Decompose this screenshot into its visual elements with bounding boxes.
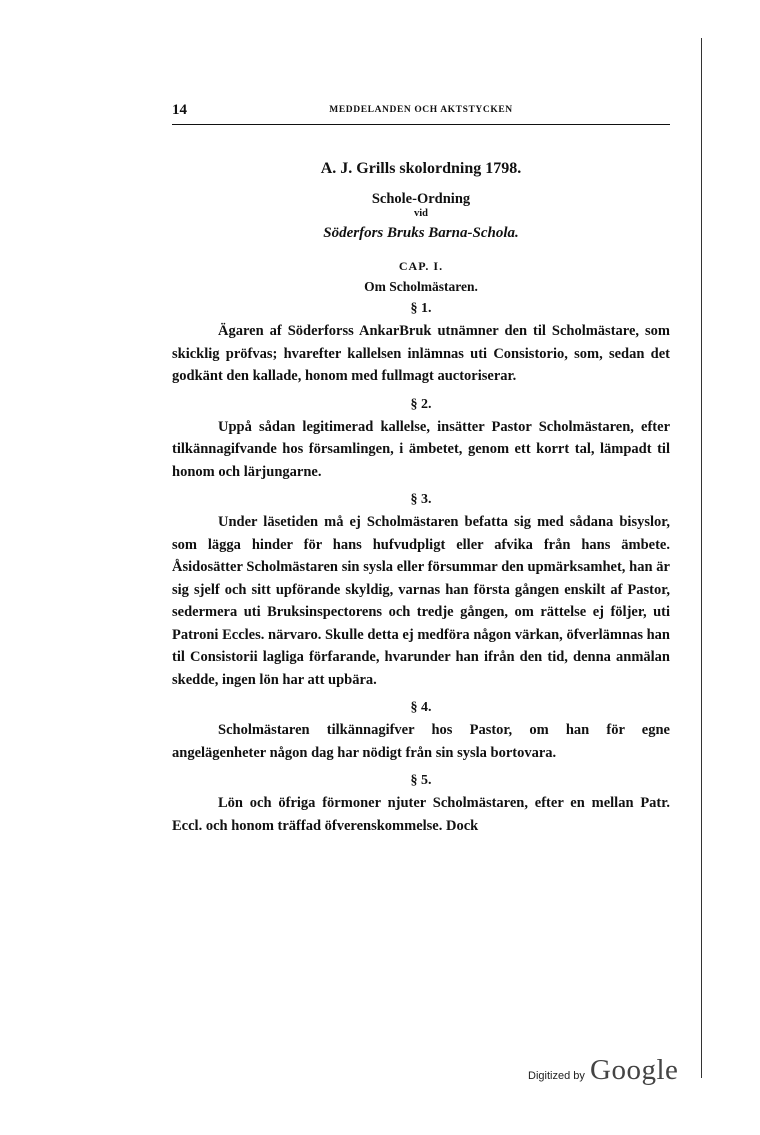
section-5: [172, 773, 670, 837]
chapter-title: Om Scholmästaren.: [364, 279, 478, 294]
page-number: 14: [172, 102, 187, 118]
section-3: [172, 492, 670, 691]
section-mark: § 1.: [410, 301, 432, 316]
section-text: Uppå sådan legitimerad kallelse, insätter Pastor Scholmästaren, efter tilkännagifvande hos församlingen, i ämbetet, genom ett korrt tal, lämpadt til honom och lärjungarne.: [172, 418, 670, 480]
page-body: [172, 160, 670, 846]
section-1: [172, 301, 670, 388]
section-text: Scholmästaren tilkännagifver hos Pastor, om han för egne angelägenheter någon dag har nödigt från sin sysla bortovara.: [172, 722, 670, 761]
section-2: [172, 397, 670, 484]
section-4: [172, 700, 670, 764]
digitized-brand-logo: Google: [590, 1054, 679, 1086]
digitized-label: Digitized by: [528, 1070, 585, 1082]
section-text: Ägaren af Söderforss AnkarBruk utnämner den til Scholmästare, som skicklig pröfvas; hvarefter kallelsen inlämnas uti Consistorio, som, sedan det godkänt den kallade, honom med fullmagt auctoriserar.: [172, 323, 670, 384]
section-text: Lön och öfriga förmoner njuter Scholmästaren, efter en mellan Patr. Eccl. och honom träffad öfverenskommelse. Dock: [172, 795, 670, 834]
running-title: MEDDELANDEN OCH AKTSTYCKEN: [329, 105, 513, 115]
section-mark: § 3.: [410, 492, 432, 507]
digitized-watermark: [528, 1056, 688, 1088]
chapter-label: CAP. I.: [398, 259, 444, 273]
section-mark: § 2.: [410, 396, 432, 412]
subtitle-connector: vid: [413, 208, 428, 219]
document-subtitle: Schole-Ordning: [371, 191, 471, 207]
document-title: A. J. Grills skolordning 1798.: [320, 160, 522, 177]
page-edge-line: [701, 38, 702, 1078]
school-name: Söderfors Bruks Barna-Schola.: [323, 225, 519, 241]
page-header: [172, 102, 670, 125]
section-mark: § 5.: [410, 773, 432, 788]
section-text: Under läsetiden må ej Scholmästaren befatta sig med sådana bisyslor, som lägga hinder för hans hufvudpligt eller afvika från hans ämbete. Åsidosätter Scholmästaren sin sysla eller försummar den upmärksamhet, han är sig sjelf och sitt upförande skyldig, varnas han första gången enskilt af Pastor, sedermera uti Bruksinspectorens och tredje gången, om rättelse ej följer, uti Patroni Eccles. närvaro. Skulle detta ej medföra någon värkan, öfverlämnas han til Consistorii lagliga förfarande, hvarunder han ifrån den tid, denna anmälan skedde, ingen lön har att upbära.: [172, 514, 670, 688]
section-mark: § 4.: [410, 700, 432, 715]
